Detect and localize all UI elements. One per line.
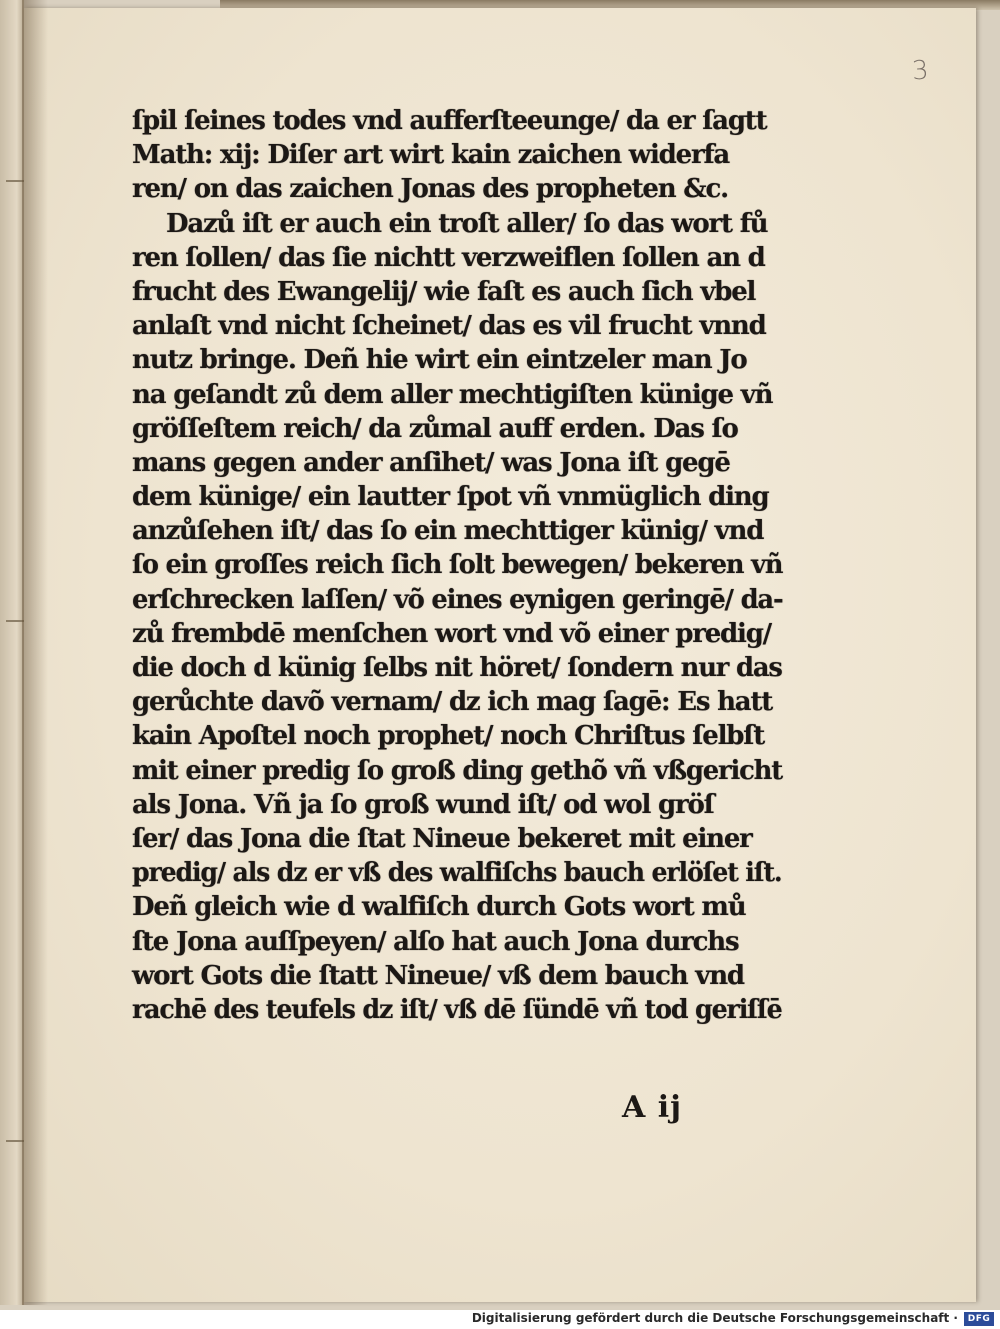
text-line: die doch d künig ſelbs nit höret/ ſondern nur das — [132, 653, 782, 683]
text-line: nutz bringe. Deñ hie wirt ein eintzeler man Jo — [132, 345, 747, 376]
body-text — [132, 104, 782, 1027]
text-line: ren ſollen/ das ſie nichtt verzweiflen ſollen an d — [132, 242, 765, 273]
text-line: dem künige/ ein lautter ſpot vñ vnmüglich ding — [132, 482, 769, 513]
text-line: mans gegen ander anſihet/ was Jona iſt gegē — [132, 447, 730, 478]
text-line: ſpil ſeines todes vnd aufferſteeunge/ da er ſagtt — [132, 106, 767, 136]
text-line: frucht des Ewangelij/ wie faſt es auch ſich vbel — [132, 276, 756, 307]
text-line: gröſſeſtem reich/ da zůmal auff erden. Das ſo — [132, 413, 738, 444]
previous-page-edge — [0, 0, 24, 1305]
text-line: kain Apoſtel noch prophet/ noch Chriſtus ſelbſt — [132, 721, 765, 752]
folio-number: 3 — [910, 55, 930, 87]
text-line: na geſandt zů dem aller mechtigiſten künige vñ — [132, 379, 773, 410]
text-line: predig/ als dz er vß des walfiſchs bauch erlöſet iſt. — [132, 858, 782, 889]
digitization-footer — [0, 1310, 1000, 1329]
text-line: Dazů iſt er auch ein troſt aller/ ſo das wort fů — [166, 208, 768, 239]
text-line: wort Gots die ſtatt Nineue/ vß dem bauch vnd — [132, 960, 744, 991]
binding-shadow — [22, 0, 48, 1305]
text-line: ren/ on das zaichen Jonas des propheten &c. — [132, 174, 729, 205]
text-line: ſer/ das Jona die ſtat Nineue bekeret mit einer — [132, 823, 752, 854]
text-line: mit einer predig ſo groß ding gethõ vñ vßgericht — [132, 755, 782, 786]
text-line: zů frembdē menſchen wort vnd võ einer predig/ — [132, 618, 771, 649]
text-line: gerůchte davõ vernam/ dz ich mag ſagē: Es hatt — [132, 687, 773, 718]
text-line: rachē des teufels dz iſt/ vß dē ſündē vñ tod geriſſē — [132, 994, 782, 1025]
text-line: ſte Jona auſſpeyen/ alſo hat auch Jona durchs — [132, 926, 739, 957]
text-line: Deñ gleich wie d walfiſch durch Gots wort mů — [132, 892, 746, 923]
funding-credit: Digitalisierung gefördert durch die Deutsche Forschungsgemeinschaft · — [471, 1311, 958, 1325]
text-line: ſo ein groſſes reich ſich ſolt bewegen/ bekeren vñ — [132, 550, 783, 581]
text-line: Math: xij: Diſer art wirt kain zaichen widerfa — [132, 140, 730, 171]
text-line: als Jona. Vñ ja ſo groß wund iſt/ od wol gröſ — [132, 789, 714, 820]
dfg-logo: DFG — [964, 1312, 994, 1326]
text-line: anzůſehen iſt/ das ſo ein mechttiger künig/ vnd — [132, 516, 764, 547]
text-line: erſchrecken laſſen/ võ eines eynigen geringē/ da- — [132, 584, 783, 615]
text-line: anlaſt vnd nicht ſcheinet/ das es vil frucht vnnd — [132, 311, 766, 342]
signature-mark: A ij — [622, 1090, 682, 1125]
